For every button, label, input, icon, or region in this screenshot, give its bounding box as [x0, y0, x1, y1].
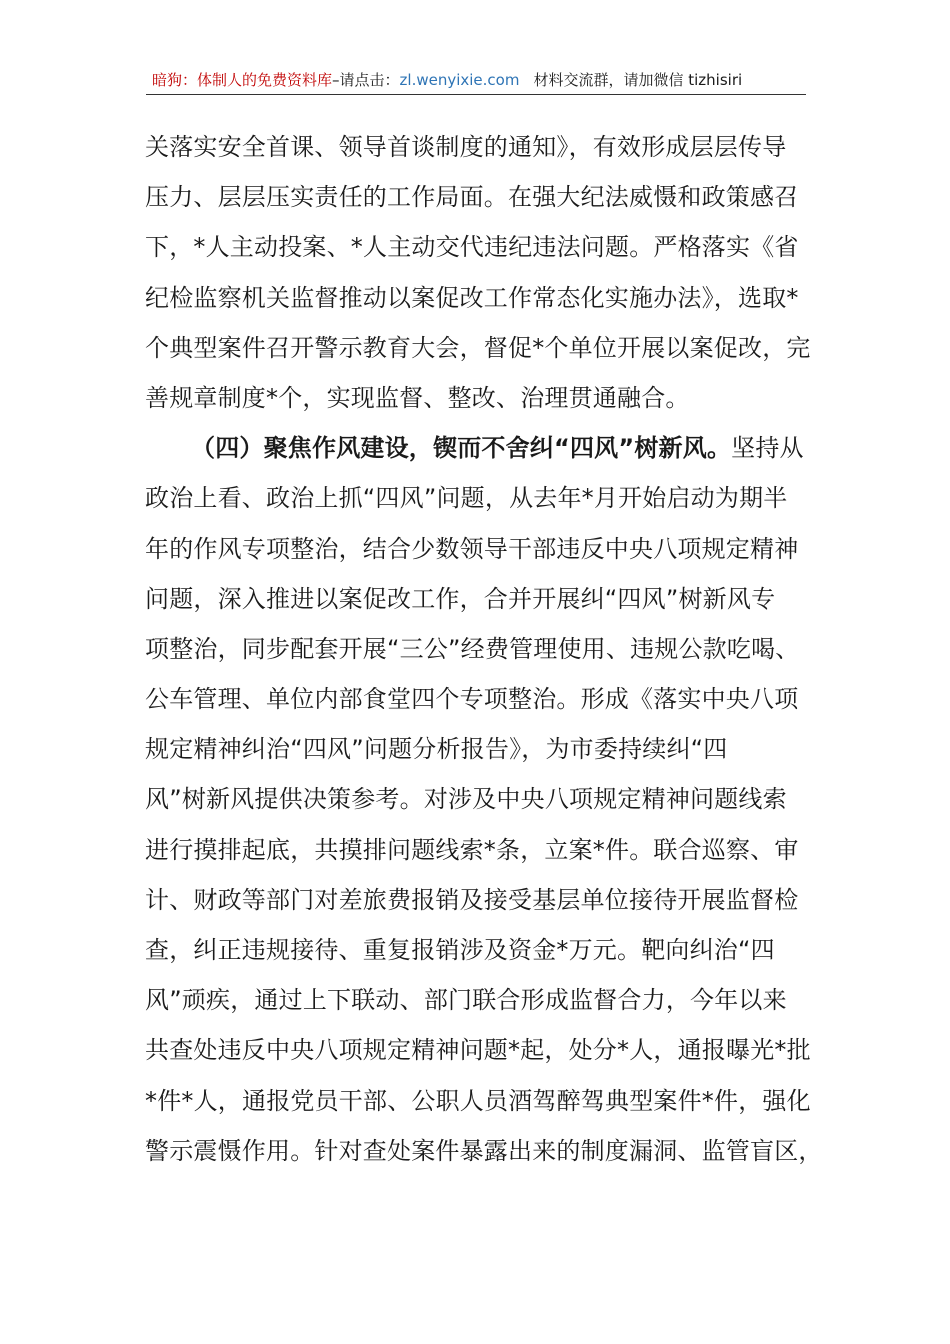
paragraph-line: 善规章制度*个，实现监督、整改、治理贯通融合。 — [145, 383, 690, 412]
paragraph-line: 项整治，同步配套开展“三公”经费管理使用、违规公款吃喝、 — [145, 634, 800, 663]
paragraph-line: 政治上看、政治上抓“四风”问题，从去年*月开始启动为期半 — [145, 484, 788, 513]
header-wechat-note: 材料交流群，请加微信 tizhisiri — [533, 71, 743, 89]
paragraph-line: 警示震慑作用。针对查处案件暴露出来的制度漏洞、监管盲区， — [145, 1136, 823, 1165]
paragraph-line: 查，纠正违规接待、重复报销涉及资金*万元。靶向纠治“四 — [145, 936, 775, 964]
header-brand: 暗狗：体制人的免费资料库 — [152, 71, 333, 89]
paragraph-line: 纪检监察机关监督推动以案促改工作常态化实施办法》，选取* — [145, 283, 799, 312]
paragraph-line: 个典型案件召开警示教育大会，督促*个单位开展以案促改，完 — [145, 333, 811, 362]
header-link[interactable]: zl.wenyixie.com — [399, 71, 520, 89]
paragraph-line: 问题，深入推进以案促改工作，合并开展纠“四风”树新风专 — [145, 584, 776, 613]
paragraph-line: 公车管理、单位内部食堂四个专项整治。形成《落实中央八项 — [145, 685, 799, 714]
paragraph-line: 风”树新风提供决策参考。对涉及中央八项规定精神问题线索 — [145, 785, 787, 814]
paragraph-line: 关落实安全首课、领导首谈制度的通知》，有效形成层层传导 — [145, 133, 787, 161]
paragraph-line: *件*人，通报党员干部、公职人员酒驾醉驾典型案件*件，强化 — [145, 1086, 811, 1115]
paragraph-line: 风”顽疾，通过上下联动、部门联合形成监督合力，今年以来 — [145, 986, 787, 1015]
section-heading-line — [145, 423, 810, 473]
page-header — [146, 66, 806, 95]
paragraph-line: 规定精神纠治“四风”问题分析报告》，为市委持续纠“四 — [145, 735, 728, 764]
paragraph-line-start: 坚持从 — [731, 434, 804, 463]
document-body — [145, 122, 823, 1176]
paragraph-line: 计、财政等部门对差旅费报销及接受基层单位接待开展监督检 — [145, 885, 799, 914]
section-heading: （四）聚焦作风建设，锲而不舍纠“四风”树新风。 — [191, 434, 732, 463]
paragraph-line: 年的作风专项整治，结合少数领导干部违反中央八项规定精神 — [145, 534, 799, 563]
paragraph-line: 共查处违反中央八项规定精神问题*起，处分*人，通报曝光*批 — [145, 1036, 811, 1065]
header-prompt: –请点击： — [332, 71, 400, 89]
paragraph-line: 压力、层层压实责任的工作局面。在强大纪法威慑和政策感召 — [145, 183, 799, 212]
paragraph-line: 下，*人主动投案、*人主动交代违纪违法问题。严格落实《省 — [145, 233, 799, 262]
paragraph-line: 进行摸排起底，共摸排问题线索*条，立案*件。联合巡察、审 — [145, 835, 799, 864]
